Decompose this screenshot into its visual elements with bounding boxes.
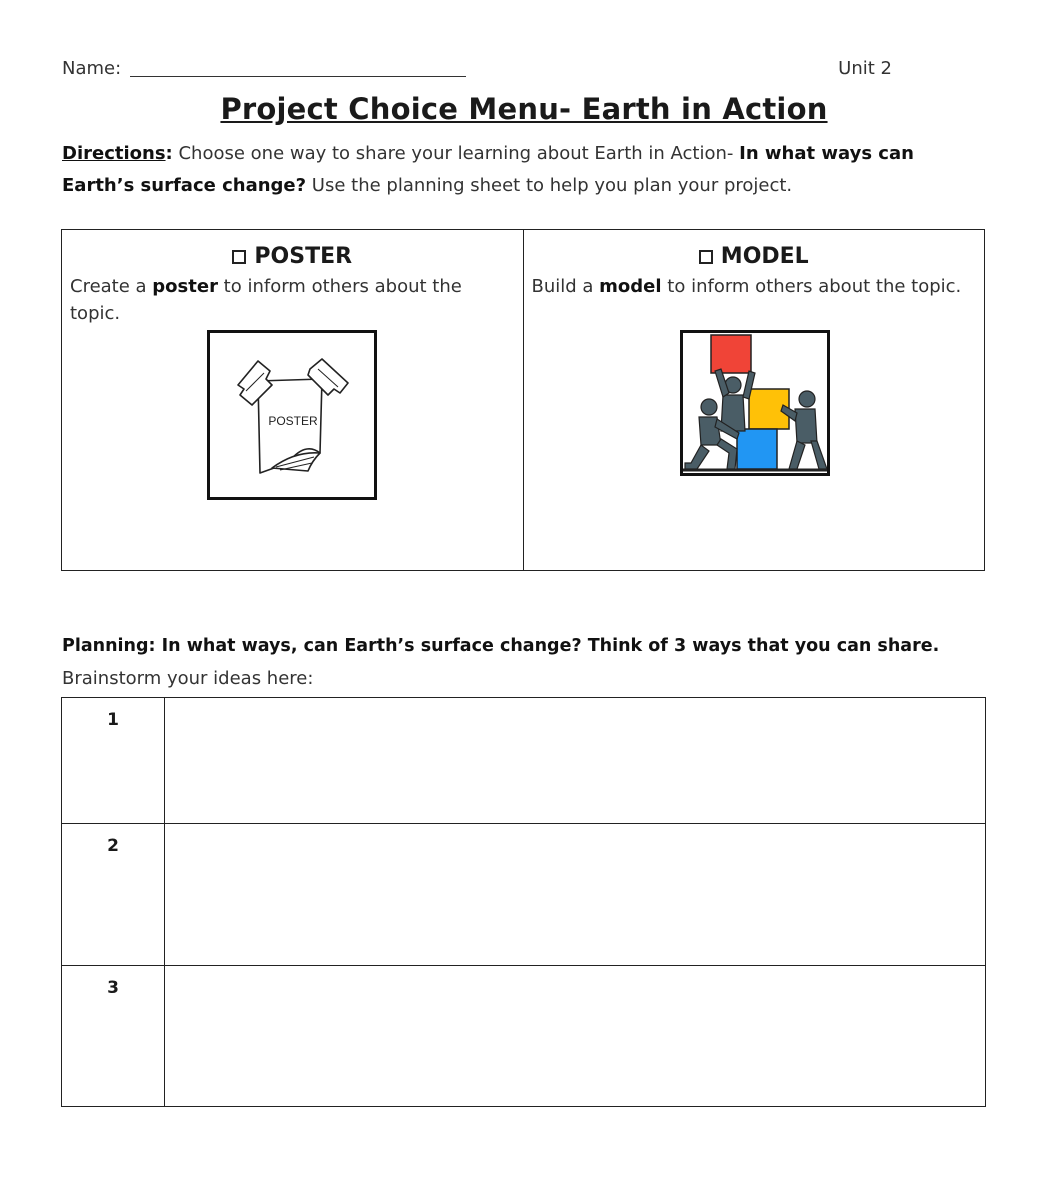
poster-image-text: POSTER [268, 414, 318, 428]
directions-text-2: Use the planning sheet to help you plan your project. [306, 175, 793, 196]
directions-label: Directions [62, 143, 166, 164]
poster-icon [207, 330, 377, 500]
planning-prompt: Planning: In what ways, can Earth’s surface change? Think of 3 ways that you can share. [62, 636, 940, 656]
model-desc-pre: Build a [531, 276, 600, 297]
table-row [62, 698, 986, 824]
directions-question: In what ways can Earth’s surface change? [62, 143, 914, 196]
directions-text-1: Choose one way to share your learning about Earth in Action- [172, 143, 740, 164]
row-number: 2 [62, 824, 165, 966]
choice-poster-heading [70, 244, 515, 269]
model-desc-post: to inform others about the topic. [661, 276, 962, 297]
poster-description [70, 273, 515, 327]
poster-checkbox[interactable] [232, 250, 246, 264]
poster-desc-post: to inform others about the topic. [70, 276, 462, 324]
model-checkbox[interactable] [699, 250, 713, 264]
ideas-table [61, 697, 986, 1107]
poster-desc-bold: poster [152, 276, 218, 297]
model-desc-bold: model [599, 276, 662, 297]
idea-cell-3[interactable] [165, 966, 986, 1107]
directions [62, 138, 982, 202]
row-number: 3 [62, 966, 165, 1107]
page-title: Project Choice Menu- Earth in Action [220, 92, 828, 126]
choice-model [523, 230, 985, 570]
header-row [62, 58, 892, 82]
choice-menu [61, 229, 985, 571]
row-number: 1 [62, 698, 165, 824]
table-row [62, 966, 986, 1107]
name-label: Name: [62, 58, 122, 79]
model-description [532, 273, 977, 300]
poster-desc-pre: Create a [70, 276, 153, 297]
model-building-icon [680, 330, 830, 476]
idea-cell-2[interactable] [165, 824, 986, 966]
table-row [62, 824, 986, 966]
directions-colon: : [165, 143, 173, 164]
unit-label: Unit 2 [838, 58, 892, 79]
idea-cell-1[interactable] [165, 698, 986, 824]
poster-heading-label: POSTER [254, 244, 353, 269]
model-heading-label: MODEL [720, 244, 809, 269]
choice-model-heading [532, 244, 977, 269]
brainstorm-label: Brainstorm your ideas here: [62, 668, 314, 689]
choice-poster [62, 230, 523, 570]
name-field-line[interactable] [130, 76, 466, 77]
